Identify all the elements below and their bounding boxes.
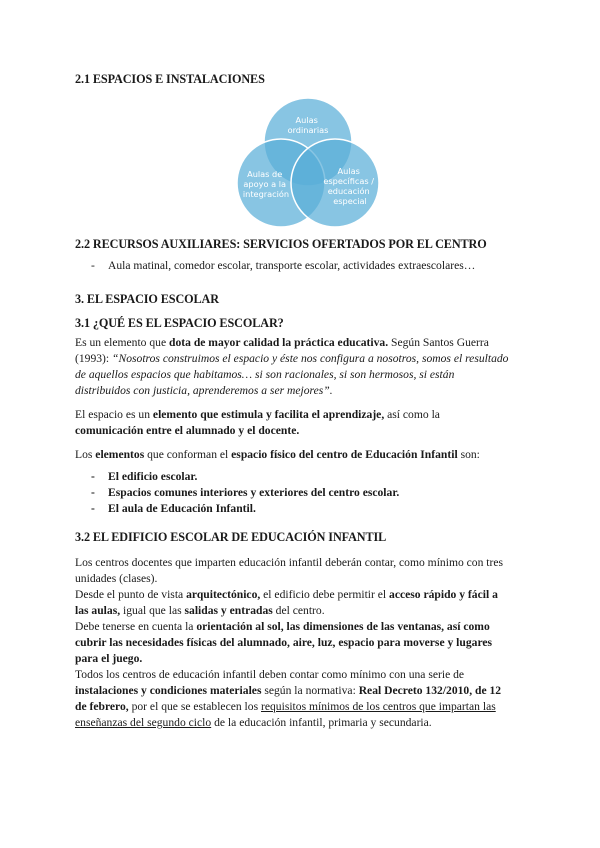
paragraph-line: unidades (clases). bbox=[75, 572, 158, 585]
paragraph-line: Debe tenerse en cuenta la orientación al sol, las dimensiones de las ventanas, así como bbox=[75, 620, 490, 633]
section-3-title: 3. EL ESPACIO ESCOLAR bbox=[75, 292, 219, 306]
paragraph-line: las aulas, igual que las salidas y entradas del centro. bbox=[75, 604, 325, 617]
list-item: - El edificio escolar. bbox=[91, 470, 198, 483]
paragraph-line: cubrir las necesidades físicas del alumnado, aire, luz, espacio para moverse y lugares bbox=[75, 636, 493, 649]
section-3-1-title: 3.1 ¿QUÉ ES EL ESPACIO ESCOLAR? bbox=[75, 316, 284, 330]
paragraph-line: de febrero, por el que se establecen los requisitos mínimos de los centros que impartan las bbox=[75, 700, 496, 713]
paragraph-line: (1993): “Nosotros construimos el espacio y éste nos configura a nosotros, somos el resultado bbox=[75, 352, 509, 365]
paragraph-line: instalaciones y condiciones materiales según la normativa: Real Decreto 132/2010, de 12 bbox=[75, 684, 502, 697]
paragraph-line: Es un elemento que dota de mayor calidad la práctica educativa. Según Santos Guerra bbox=[75, 336, 489, 349]
list-item: - Aula matinal, comedor escolar, transporte escolar, actividades extraescolares… bbox=[91, 259, 476, 272]
venn-label-right: Aulas específicas / educación especial bbox=[323, 166, 375, 206]
paragraph-line: Todos los centros de educación infantil deben contar como mínimo con una serie de bbox=[75, 668, 465, 681]
section-3-2-title: 3.2 EL EDIFICIO ESCOLAR DE EDUCACIÓN INFANTIL bbox=[75, 530, 387, 544]
section-2-1-title: 2.1 ESPACIOS E INSTALACIONES bbox=[75, 72, 265, 86]
paragraph-line: El espacio es un elemento que estimula y facilita el aprendizaje, así como la bbox=[75, 408, 440, 421]
venn-label-top: Aulas ordinarias bbox=[287, 115, 329, 135]
paragraph-line: de aquellos espacios que habitamos… si son racionales, si son hermosos, si están bbox=[75, 368, 455, 381]
paragraph-line: enseñanzas del segundo ciclo de la educación infantil, primaria y secundaria. bbox=[75, 716, 432, 729]
list-item: - El aula de Educación Infantil. bbox=[91, 502, 256, 515]
paragraph-line: distribuidos con justicia, aprenderemos a ser mejores”. bbox=[75, 384, 333, 397]
paragraph-line: comunicación entre el alumnado y el docente. bbox=[75, 424, 300, 437]
venn-diagram bbox=[228, 95, 388, 230]
venn-label-left: Aulas de apoyo a la integración bbox=[242, 169, 290, 199]
paragraph-line: Los elementos que conforman el espacio físico del centro de Educación Infantil son: bbox=[75, 448, 480, 461]
paragraph-line: Los centros docentes que imparten educación infantil deberán contar, como mínimo con tres bbox=[75, 556, 504, 569]
paragraph-line: Desde el punto de vista arquitectónico, el edificio debe permitir el acceso rápido y fácil a bbox=[75, 588, 498, 601]
list-item: - Espacios comunes interiores y exteriores del centro escolar. bbox=[91, 486, 400, 499]
paragraph-line: para el juego. bbox=[75, 652, 143, 665]
section-2-2-title: 2.2 RECURSOS AUXILIARES: SERVICIOS OFERTADOS POR EL CENTRO bbox=[75, 237, 487, 251]
